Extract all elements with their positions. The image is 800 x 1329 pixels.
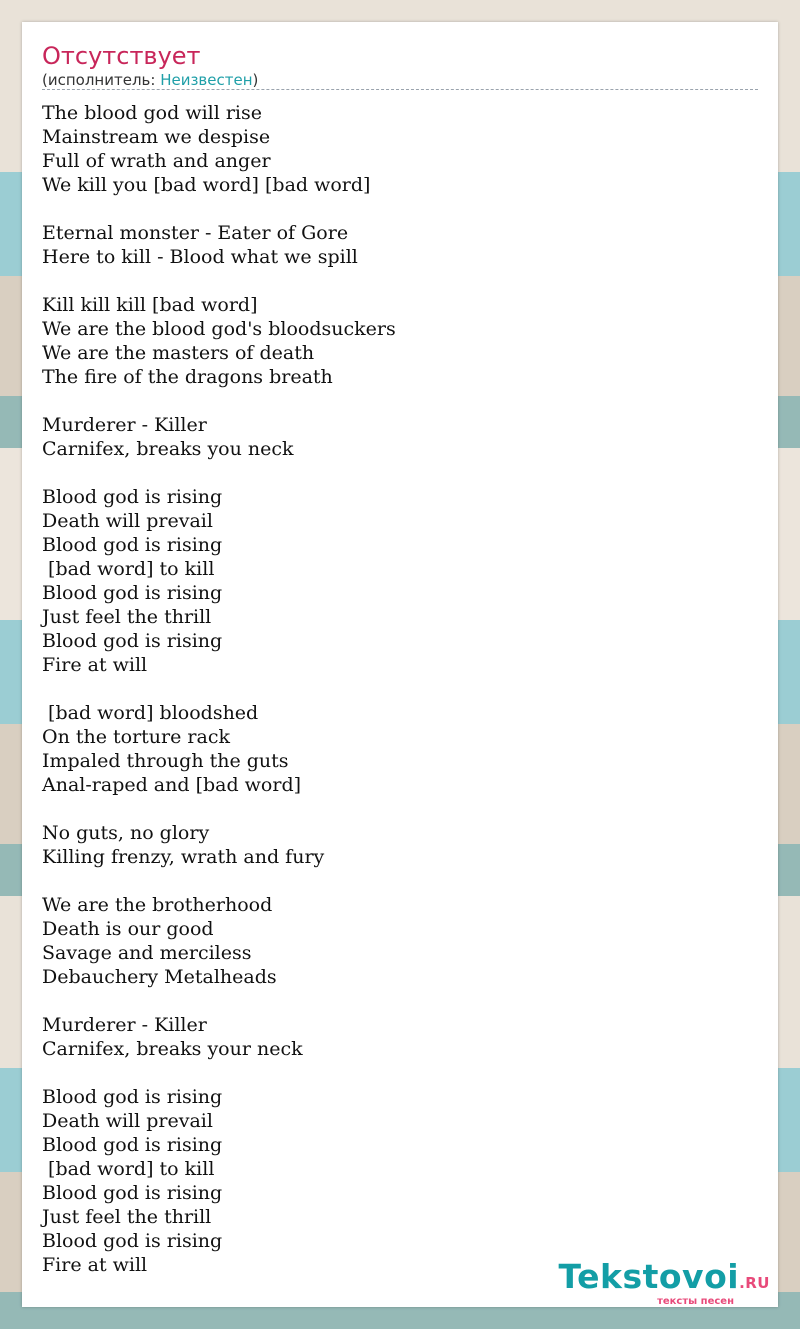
lyric-line: Carnifex, breaks you neck [42, 438, 294, 460]
lyric-line [42, 1061, 758, 1085]
lyric-line: Just feel the thrill [42, 606, 212, 628]
lyric-line: Carnifex, breaks your neck [42, 1038, 303, 1060]
lyric-line: Blood god is rising [42, 1134, 223, 1156]
lyric-line: No guts, no glory [42, 822, 210, 844]
lyric-line: Murderer - Killer [42, 1014, 207, 1036]
song-title: Отсутствует [42, 42, 201, 70]
lyric-line: Savage and merciless [42, 942, 252, 964]
lyrics-text [42, 101, 758, 1277]
lyric-line: [bad word] to kill [42, 558, 215, 580]
lyric-line: Blood god is rising [42, 630, 223, 652]
lyric-line: Fire at will [42, 1254, 148, 1276]
lyric-line [42, 869, 758, 893]
lyric-line [42, 989, 758, 1013]
lyric-line: Death is our good [42, 918, 214, 940]
lyric-line: Blood god is rising [42, 1086, 223, 1108]
lyric-line: Killing frenzy, wrath and fury [42, 846, 325, 868]
logo-tagline: тексты песен [657, 1296, 734, 1307]
lyric-line: Here to kill - Blood what we spill [42, 246, 358, 268]
artist-suffix: ) [252, 71, 259, 89]
lyric-line: Anal-raped and [bad word] [42, 774, 302, 796]
lyric-line: Impaled through the guts [42, 750, 289, 772]
logo-name: Tekstovoi [558, 1257, 740, 1296]
site-logo[interactable] [558, 1257, 770, 1307]
lyric-line [42, 197, 758, 221]
lyric-line [42, 269, 758, 293]
lyric-line: The fire of the dragons breath [42, 366, 333, 388]
lyric-line: We are the brotherhood [42, 894, 273, 916]
lyric-line [42, 797, 758, 821]
lyric-line: The blood god will rise [42, 102, 263, 124]
logo-tld: .RU [739, 1274, 770, 1292]
lyric-line: Debauchery Metalheads [42, 966, 277, 988]
artist-prefix: (исполнитель: [42, 71, 161, 89]
title-divider [42, 89, 758, 90]
artist-line [42, 71, 258, 89]
lyric-line: Death will prevail [42, 1110, 213, 1132]
lyric-line: Mainstream we despise [42, 126, 271, 148]
lyric-line: Blood god is rising [42, 1182, 223, 1204]
lyric-line: Eternal monster - Eater of Gore [42, 222, 349, 244]
lyric-line: Murderer - Killer [42, 414, 207, 436]
lyric-line: Death will prevail [42, 510, 213, 532]
lyric-line [42, 461, 758, 485]
lyric-line: Full of wrath and anger [42, 150, 271, 172]
lyric-line: [bad word] to kill [42, 1158, 215, 1180]
lyric-line: On the torture rack [42, 726, 230, 748]
lyric-line [42, 677, 758, 701]
lyric-line [42, 389, 758, 413]
lyric-line: Blood god is rising [42, 486, 223, 508]
lyric-line: We are the blood god's bloodsuckers [42, 318, 396, 340]
lyric-line: Just feel the thrill [42, 1206, 212, 1228]
lyric-line: We kill you [bad word] [bad word] [42, 174, 371, 196]
lyric-line: Blood god is rising [42, 1230, 223, 1252]
lyric-line: [bad word] bloodshed [42, 702, 259, 724]
lyric-line: We are the masters of death [42, 342, 315, 364]
lyric-line: Blood god is rising [42, 534, 223, 556]
lyrics-card [22, 22, 778, 1307]
artist-link[interactable]: Неизвестен [160, 71, 253, 89]
lyric-line: Fire at will [42, 654, 148, 676]
lyric-line: Kill kill kill [bad word] [42, 294, 258, 316]
lyric-line: Blood god is rising [42, 582, 223, 604]
